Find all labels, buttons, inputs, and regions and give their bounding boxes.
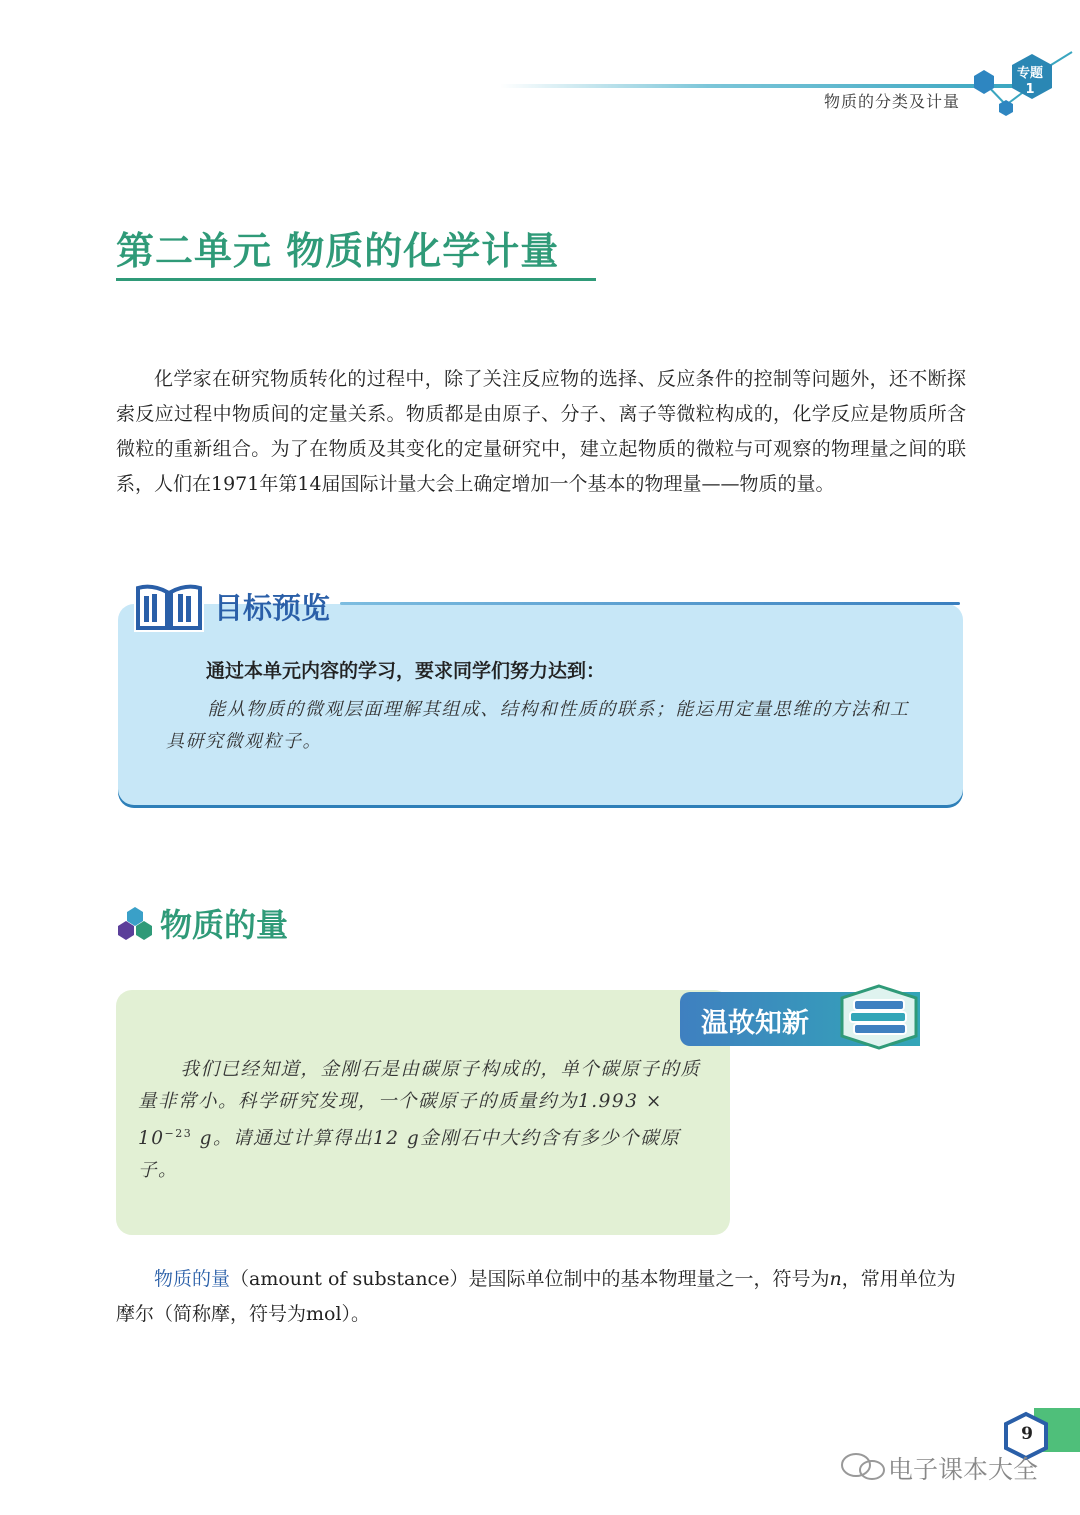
- hexagon-cluster-icon: [116, 905, 154, 941]
- unit-title: 第二单元 物质的化学计量: [116, 229, 560, 273]
- book-stack-icon: [838, 984, 920, 1050]
- intro-paragraph: 化学家在研究物质转化的过程中，除了关注反应物的选择、反应条件的控制等问题外，还不断探索反应过程中物质间的定量关系。物质都是由原子、分子、离子等微粒构成的，化学反应是物质所含微粒的重新组合。为了在物质及其变化的定量研究中，建立起物质的微粒与可观察的物理量之间的联系，人们在1971年第14届国际计量大会上确定增加一个基本的物理量——物质的量。: [116, 368, 966, 495]
- badge-number: 1: [1025, 82, 1035, 97]
- header-rule: [500, 84, 1020, 88]
- badge-label: 专题: [1016, 66, 1043, 81]
- chapter-badge: [1010, 66, 1050, 98]
- review-text-part-1: 我们已经知道，金刚石是由碳原子构成的，单个碳原子的质量非常小。科学研究发现，一个碳原子的质量约为1.993 × 10: [138, 1059, 701, 1150]
- watermark: 电子课本大全: [888, 1455, 1039, 1484]
- review-exponent: −23: [164, 1127, 193, 1140]
- goals-text: 能从物质的微观层面理解其组成、结构和性质的联系；能运用定量思维的方法和工具研究微观粒子。: [166, 699, 910, 752]
- definition-symbol: n: [829, 1268, 842, 1290]
- open-book-icon: [134, 580, 204, 632]
- review-text: [138, 1054, 713, 1187]
- goals-box-topline: [340, 602, 960, 605]
- page-number: 9: [1021, 1424, 1033, 1444]
- definition-term: 物质的量: [154, 1268, 231, 1290]
- section-title: 物质的量: [160, 906, 289, 944]
- review-label: 温故知新: [701, 1008, 809, 1039]
- definition-paragraph: [116, 1262, 966, 1332]
- definition-text-2: ，常用单位为摩尔（简称摩，符号为mol）。: [116, 1268, 956, 1325]
- chapter-subtitle: 物质的分类及计量: [823, 92, 960, 111]
- definition-text-1: （amount of substance）是国际单位制中的基本物理量之一，符号为: [230, 1268, 830, 1290]
- goals-title: 目标预览: [214, 591, 331, 625]
- review-text-part-2: g。请通过计算得出12 g金刚石中大约含有多少个碳原子。: [138, 1128, 681, 1182]
- goals-intro: 通过本单元内容的学习，要求同学们努力达到：: [206, 660, 606, 682]
- unit-title-underline: [116, 278, 596, 281]
- chat-bubbles-icon: [840, 1452, 886, 1482]
